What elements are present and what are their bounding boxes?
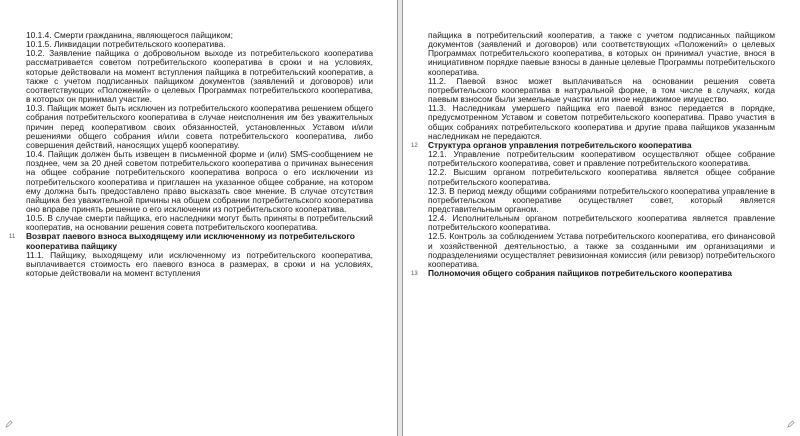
left-page [0, 0, 397, 436]
paragraph-12-1: 12.1. Управление потребительским кооперативом осуществляют общее собрание потребительского кооператива, совет и правление потребительского кооператива. [428, 149, 775, 169]
section-13-heading: Полномочия общего собрания пайщиков потребительского кооператива [428, 268, 732, 279]
paragraph-11-3: 11.3. Наследникам умершего пайщика его паевой взнос передается в порядке, предусмотренном Уставом и советом потребительского кооператива. Право участия в общих собраниях потребительского кооператива и другие права пайщиков указанным наследникам не передаются. [428, 103, 775, 141]
section-12-heading: Структура органов управления потребительского кооператива [428, 139, 692, 150]
paragraph-12-4: 12.4. Исполнительным органом потребительского кооператива является правление потребительского кооператива. [428, 213, 775, 233]
section-11-heading: Возврат паевого взноса выходящему или исключенному из потребительского кооператива пайщику [26, 231, 355, 251]
pencil-icon[interactable] [5, 420, 13, 428]
section-number: 12 [411, 142, 418, 149]
left-text-column [9, 30, 373, 279]
paragraph-12-5: 12.5. Контроль за соблюдением Устава потребительского кооператива, его финансовой и хозяйственной деятельностью, а также за созданными им организациями и подразделениями осуществляет ревизионная комиссия (или ревизор) потребительского кооператива. [428, 231, 775, 269]
section-13 [411, 268, 775, 279]
section-12 [411, 139, 775, 150]
paragraph-10-3: 10.3. Пайщик может быть исключен из потребительского кооператива решением общего собрания потребительского кооператива в случае неисполнения им без уважительных причин перед кооперативом своих обязанностей, установленных Уставом и/или решениями общего собрания и/или совета потребительского кооператива, либо совершения действий, наносящих ущерб кооперативу. [26, 103, 373, 150]
paragraph-10-5: 10.5. В случае смерти пайщика, его наследники могут быть приняты в потребительский кооператив, на основании решения совета потребительского кооператива. [26, 213, 373, 233]
paragraph-10-2: 10.2. Заявление пайщика о добровольном выходе из потребительского кооператива рассматривается советом потребительского кооператива в сроки и на условиях, которые действовали на момент вступления пайщика в потребительский кооператив, а также с учетом подписанных пайщиком документов (заявлений и договоров) или соответствующих «Положений» о целевых Программах потребительского кооператива, в которых он принимал участие. [26, 48, 373, 105]
paragraph-10-4: 10.4. Пайщик должен быть извещен в письменной форме и (или) SMS-сообщением не позднее, чем за 20 дней советом потребительского кооператива о причинах вынесения на общее собрание потребительского кооператива вопроса о его исключении из потребительского кооператива и приглашен на указанное общее собрание, на котором ему должна быть предоставлено право высказать свое мнение. В случае отсутствия пайщика без уважительной причины на общем собрании потребительского кооператива оно вправе принять решение о его исключении из потребительского кооператива. [26, 149, 373, 214]
pencil-icon[interactable] [787, 420, 795, 428]
section-number: 13 [411, 271, 418, 278]
paragraph-12-3: 12.3. В период между общими собраниями потребительского кооператива управление в потребительском кооперативе осуществляет совет, который является представительным органом. [428, 185, 775, 214]
paragraph-11-2: 11.2. Паевой взнос может выплачиваться на основании решения совета потребительского кооператива в натуральной форме, в том числе в случаях, когда паевым взносом были земельные участки или иное недвижимое имущество. [428, 75, 775, 105]
paragraph-12-2: 12.2. Высшим органом потребительского кооператива является общее собрание потребительского кооператива. [428, 167, 775, 187]
right-text-column [411, 30, 775, 279]
right-page [403, 0, 800, 436]
section-number: 11 [9, 234, 16, 241]
section-11 [9, 231, 373, 251]
paragraph-11-1-cont: пайщика в потребительский кооператив, а также с учетом подписанных пайщиком документов (заявлений и договоров) или соответствующих «Положений» о целевых Программах потребительского кооператива, в которых он принимал участие, внося в инициативном порядке паевые взносы в данные целевые Программы потребительского кооператива. [428, 30, 775, 77]
paragraph-10-1-5: 10.1.5. Ликвидации потребительского кооператива. [26, 39, 226, 50]
paragraph-10-1-4: 10.1.4. Смерти гражданина, являющегося пайщиком; [26, 30, 233, 40]
paragraph-11-1: 11.1. Пайщику, выходящему или исключенному из потребительского кооператива, выплачивается стоимость его паевого взноса в размерах, в сроки и на условиях, которые действовали на момент вступления [26, 249, 373, 279]
